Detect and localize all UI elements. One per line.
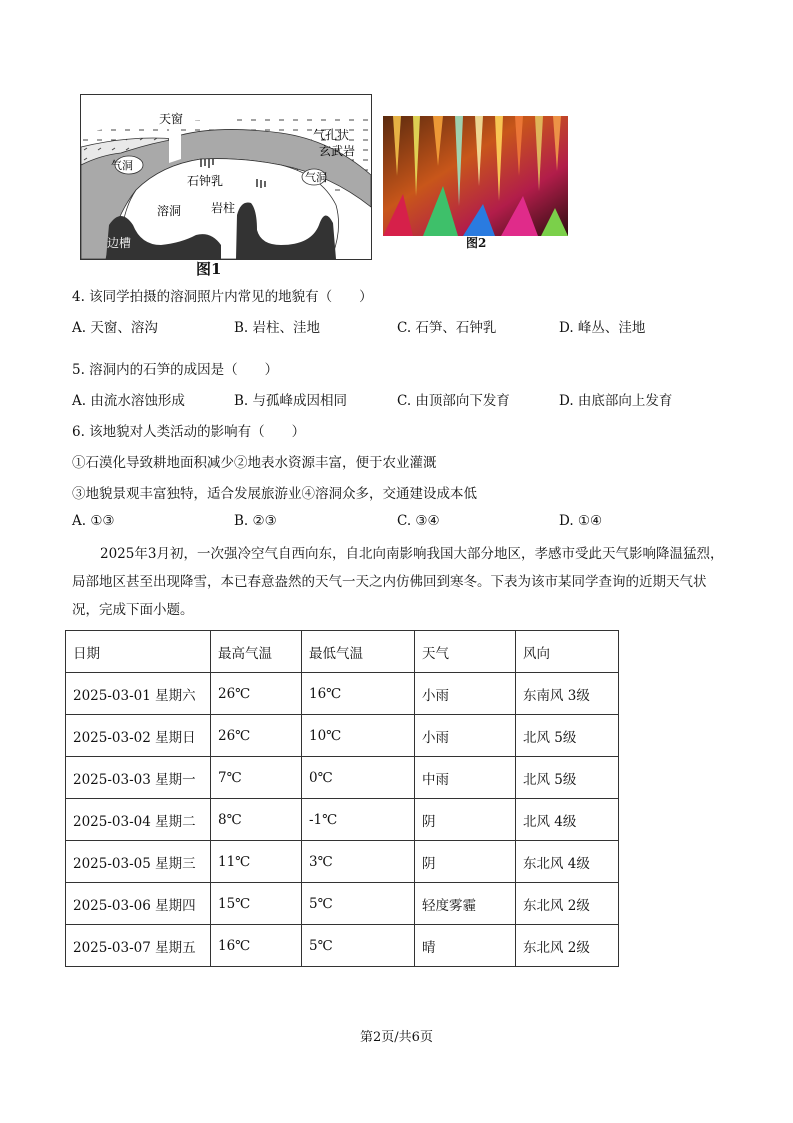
cell-date: 2025-03-05 星期三 — [66, 841, 211, 883]
cell-min-temp: 5℃ — [302, 925, 415, 967]
header-date: 日期 — [66, 631, 211, 673]
cell-wind: 东北风 4级 — [516, 841, 619, 883]
cell-date: 2025-03-02 星期日 — [66, 715, 211, 757]
table-row — [66, 757, 619, 799]
cell-date: 2025-03-03 星期一 — [66, 757, 211, 799]
header-min-temp: 最低气温 — [302, 631, 415, 673]
cell-min-temp: 5℃ — [302, 883, 415, 925]
figure-1-caption: 图1 — [196, 260, 222, 278]
cell-min-temp: 16℃ — [302, 673, 415, 715]
cell-date: 2025-03-01 星期六 — [66, 673, 211, 715]
q6-option-a: A. ①③ — [72, 513, 115, 529]
q4-option-a: A. 天窗、溶沟 — [72, 320, 158, 336]
label-skylight: 天窗 — [159, 112, 184, 126]
cell-wind: 北风 4级 — [516, 799, 619, 841]
figure-1-diagram — [80, 94, 372, 260]
label-vesicular-1: 气孔状 — [313, 128, 350, 142]
cell-wind: 东南风 3级 — [516, 673, 619, 715]
cell-max-temp: 11℃ — [211, 841, 302, 883]
figure-2-caption: 图2 — [466, 236, 487, 250]
weather-table — [65, 630, 619, 967]
table-row — [66, 715, 619, 757]
cell-max-temp: 26℃ — [211, 673, 302, 715]
karst-cave-diagram — [81, 95, 371, 259]
cell-max-temp: 26℃ — [211, 715, 302, 757]
q5-option-a: A. 由流水溶蚀形成 — [72, 393, 185, 409]
label-stalactite: 石钟乳 — [187, 174, 224, 188]
cell-weather: 轻度雾霾 — [415, 883, 516, 925]
cell-min-temp: 3℃ — [302, 841, 415, 883]
q5-option-c: C. 由顶部向下发育 — [397, 393, 510, 409]
cell-weather: 晴 — [415, 925, 516, 967]
cell-date: 2025-03-04 星期二 — [66, 799, 211, 841]
question-6-stem: 6. 该地貌对人类活动的影响有（ ） — [72, 424, 306, 440]
question-4-stem: 4. 该同学拍摄的溶洞照片内常见的地貌有（ ） — [72, 289, 373, 305]
q6-statement-line-1: ①石漠化导致耕地面积减少②地表水资源丰富，便于农业灌溉 — [72, 455, 437, 471]
q5-option-d: D. 由底部向上发育 — [559, 393, 673, 409]
cell-weather: 小雨 — [415, 673, 516, 715]
q6-statement-line-2: ③地貌景观丰富独特，适合发展旅游业④溶洞众多，交通建设成本低 — [72, 486, 477, 502]
cell-weather: 小雨 — [415, 715, 516, 757]
cell-weather: 中雨 — [415, 757, 516, 799]
cell-max-temp: 15℃ — [211, 883, 302, 925]
cell-max-temp: 8℃ — [211, 799, 302, 841]
table-row — [66, 673, 619, 715]
label-edge-channel: 边槽 — [107, 236, 132, 250]
table-row — [66, 841, 619, 883]
table-row — [66, 799, 619, 841]
q6-option-b: B. ②③ — [234, 513, 277, 529]
header-max-temp: 最高气温 — [211, 631, 302, 673]
cell-date: 2025-03-07 星期五 — [66, 925, 211, 967]
cell-max-temp: 16℃ — [211, 925, 302, 967]
label-air-hole-right: 气洞 — [305, 171, 327, 184]
label-pillar: 岩柱 — [211, 201, 236, 215]
label-vesicular-2: 玄武岩 — [319, 144, 356, 158]
question-5-stem: 5. 溶洞内的石笋的成因是（ ） — [72, 362, 279, 378]
cell-wind: 北风 5级 — [516, 757, 619, 799]
figure-2-cave-photo — [383, 116, 568, 236]
header-weather: 天气 — [415, 631, 516, 673]
cell-min-temp: 0℃ — [302, 757, 415, 799]
label-cave: 溶洞 — [157, 204, 182, 218]
q6-option-c: C. ③④ — [397, 513, 440, 529]
q4-option-b: B. 岩柱、洼地 — [234, 320, 321, 336]
cell-wind: 东北风 2级 — [516, 883, 619, 925]
cave-photo-image — [383, 116, 568, 236]
table-header-row — [66, 631, 619, 673]
table-row — [66, 883, 619, 925]
cell-max-temp: 7℃ — [211, 757, 302, 799]
q4-option-d: D. 峰丛、洼地 — [559, 320, 646, 336]
header-wind: 风向 — [516, 631, 619, 673]
cell-weather: 阴 — [415, 799, 516, 841]
q5-option-b: B. 与孤峰成因相同 — [234, 393, 348, 409]
cell-min-temp: 10℃ — [302, 715, 415, 757]
page-footer: 第2页/共6页 — [360, 1030, 433, 1045]
cell-weather: 阴 — [415, 841, 516, 883]
q6-option-d: D. ①④ — [559, 513, 603, 529]
cell-wind: 东北风 2级 — [516, 925, 619, 967]
label-air-hole-left: 气洞 — [111, 159, 133, 172]
cell-wind: 北风 5级 — [516, 715, 619, 757]
passage-text: 2025年3月初，一次强冷空气自西向东，自北向南影响我国大部分地区，孝感市受此天气影响降温猛烈，局部地区甚至出现降雪，本已春意盎然的天气一天之内仿佛回到寒冬。下表为该市某同学查询的近期天气状况，完成下面小题。 — [72, 546, 724, 618]
cell-min-temp: -1℃ — [302, 799, 415, 841]
table-row — [66, 925, 619, 967]
cell-date: 2025-03-06 星期四 — [66, 883, 211, 925]
q4-option-c: C. 石笋、石钟乳 — [397, 320, 497, 336]
